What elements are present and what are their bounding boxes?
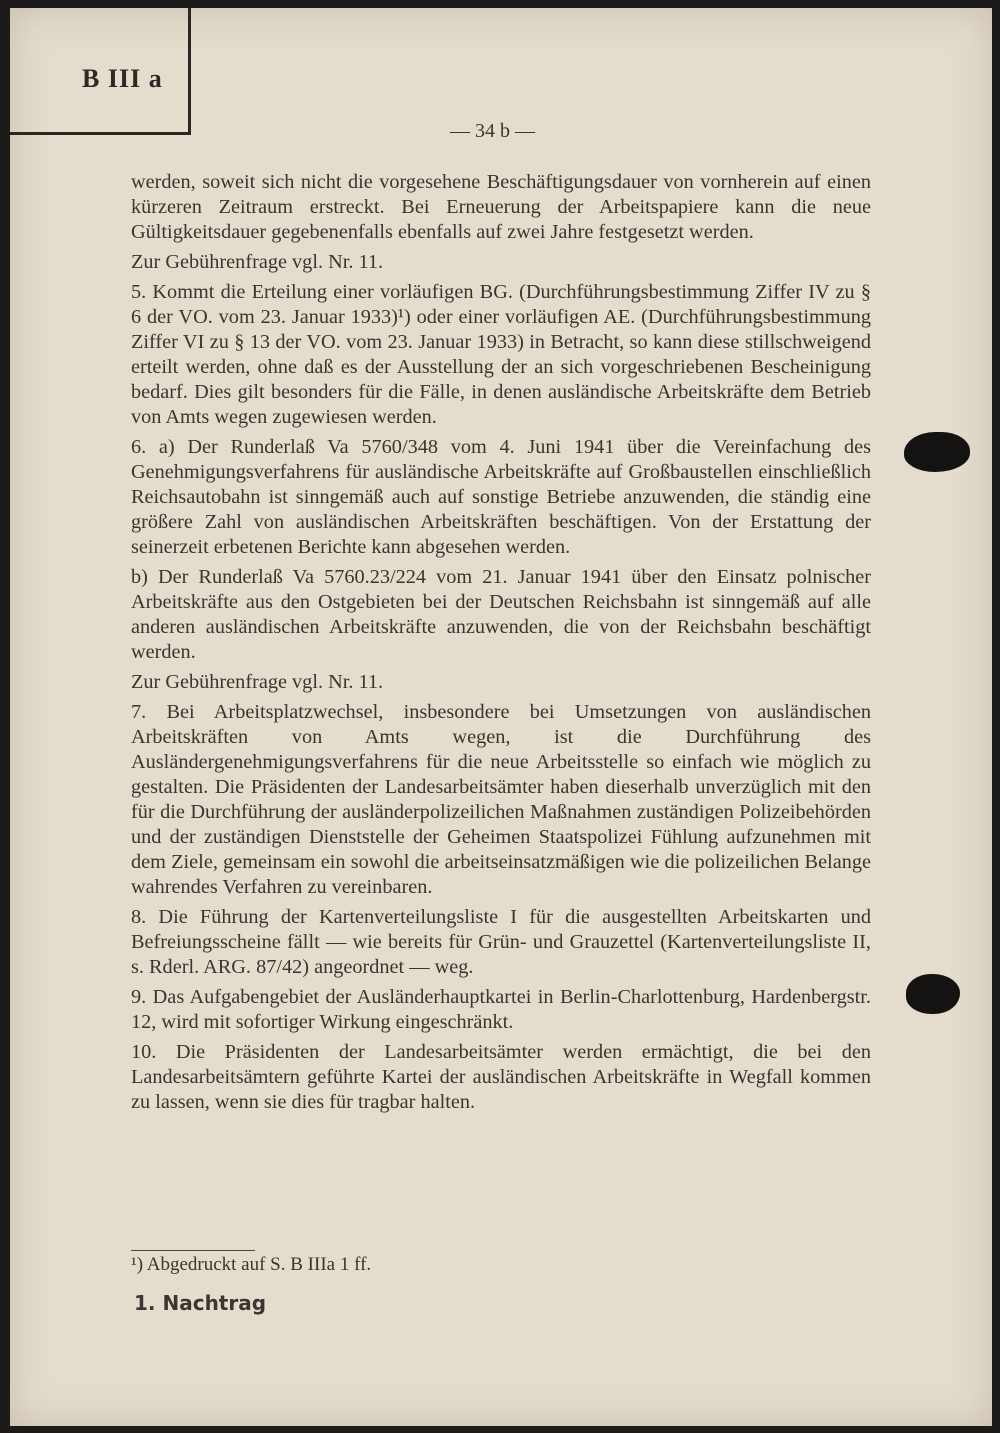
punch-hole: [904, 432, 970, 472]
paragraph-fee-note: Zur Gebührenfrage vgl. Nr. 11.: [131, 251, 384, 273]
section-label: B III a: [82, 64, 163, 93]
paragraph-item-9: 9. Das Aufgabengebiet der Ausländerhauptkartei in Berlin-Charlottenburg, Hardenbergstr. 12, wird mit sofortiger Wirkung eingeschränkt.: [131, 986, 871, 1033]
paragraph-item-7: 7. Bei Arbeitsplatzwechsel, insbesondere bei Umsetzungen von ausländischen Arbeitskräften von Amts wegen, ist die Durchführung des Ausländergenehmigungsverfahrens für die neue Arbeitsstelle so einfach wie möglich zu gestalten. Die Präsidenten der Landesarbeitsämter haben dieserhalb unverzüglich mit den für die Durchführung der ausländerpolizeilichen Maßnahmen zuständigen Polizeibehörden und der zuständigen Dienststelle der Geheimen Staatspolizei Fühlung aufzunehmen mit dem Ziele, gemeinsam ein sowohl die arbeitseinsatzmäßigen wie die polizeilichen Belange wahrendes Verfahren zu vereinbaren.: [131, 701, 871, 898]
footnote-divider: [131, 1250, 255, 1251]
paragraph-item-6a: 6. a) Der Runderlaß Va 5760/348 vom 4. Juni 1941 über die Vereinfachung des Genehmigungsverfahrens für ausländische Arbeitskräfte auf Großbaustellen einschließlich Reichsautobahn ist sinngemäß auch auf sonstige Betriebe anzuwenden, die ständig eine größere Zahl von ausländischen Arbeitskräften beschäftigen. Von der Erstattung der seinerzeit erbetenen Berichte kann abgesehen werden.: [131, 436, 871, 558]
body-text: [131, 170, 871, 1120]
paragraph-item-10: 10. Die Präsidenten der Landesarbeitsämter werden ermächtigt, die bei den Landesarbeitsämtern geführte Kartei der ausländischen Arbeitskräfte in Wegfall kommen zu lassen, wenn sie dies für tragbar halten.: [131, 1041, 871, 1113]
paragraph-fee-note: Zur Gebührenfrage vgl. Nr. 11.: [131, 671, 384, 693]
paragraph-item-5: 5. Kommt die Erteilung einer vorläufigen BG. (Durchführungsbestimmung Ziffer IV zu § 6 der VO. vom 23. Januar 1933)¹) oder einer vorläufigen AE. (Durchführungsbestimmung Ziffer VI zu § 13 der VO. vom 23. Januar 1933) in Betracht, so kann diese stillschweigend erteilt werden, ohne daß es der Ausstellung der an sich vorgeschriebenen Bescheinigung bedarf. Dies gilt besonders für die Fälle, in denen ausländische Arbeitskräfte dem Betrieb von Amts wegen zugewiesen werden.: [131, 281, 871, 428]
punch-hole: [906, 974, 960, 1014]
paragraph-item-6b: b) Der Runderlaß Va 5760.23/224 vom 21. Januar 1941 über den Einsatz polnischer Arbeitskräfte aus den Ostgebieten bei der Deutschen Reichsbahn ist sinngemäß auf alle anderen ausländischen Arbeitskräfte anzuwenden, die von der Reichsbahn beschäftigt werden.: [131, 566, 871, 663]
footnote: ¹) Abgedruckt auf S. B IIIa 1 ff.: [131, 1254, 372, 1275]
paragraph-continuation: werden, soweit sich nicht die vorgesehene Beschäftigungsdauer von vornherein auf einen kürzeren Zeitraum erstreckt. Bei Erneuerung der Arbeitspapiere kann die neue Gültigkeitsdauer gegebenenfalls ebenfalls auf zwei Jahre festgesetzt werden.: [131, 171, 871, 243]
page-number: — 34 b —: [450, 120, 535, 142]
supplement-label: 1. Nachtrag: [134, 1291, 267, 1315]
section-marker-box: [10, 8, 191, 135]
paragraph-item-8: 8. Die Führung der Kartenverteilungsliste I für die ausgestellten Arbeitskarten und Befreiungsscheine fällt — wie bereits für Grün- und Grauzettel (Kartenverteilungsliste II, s. Rderl. ARG. 87/42) angeordnet — weg.: [131, 906, 871, 978]
document-page: [10, 8, 992, 1426]
